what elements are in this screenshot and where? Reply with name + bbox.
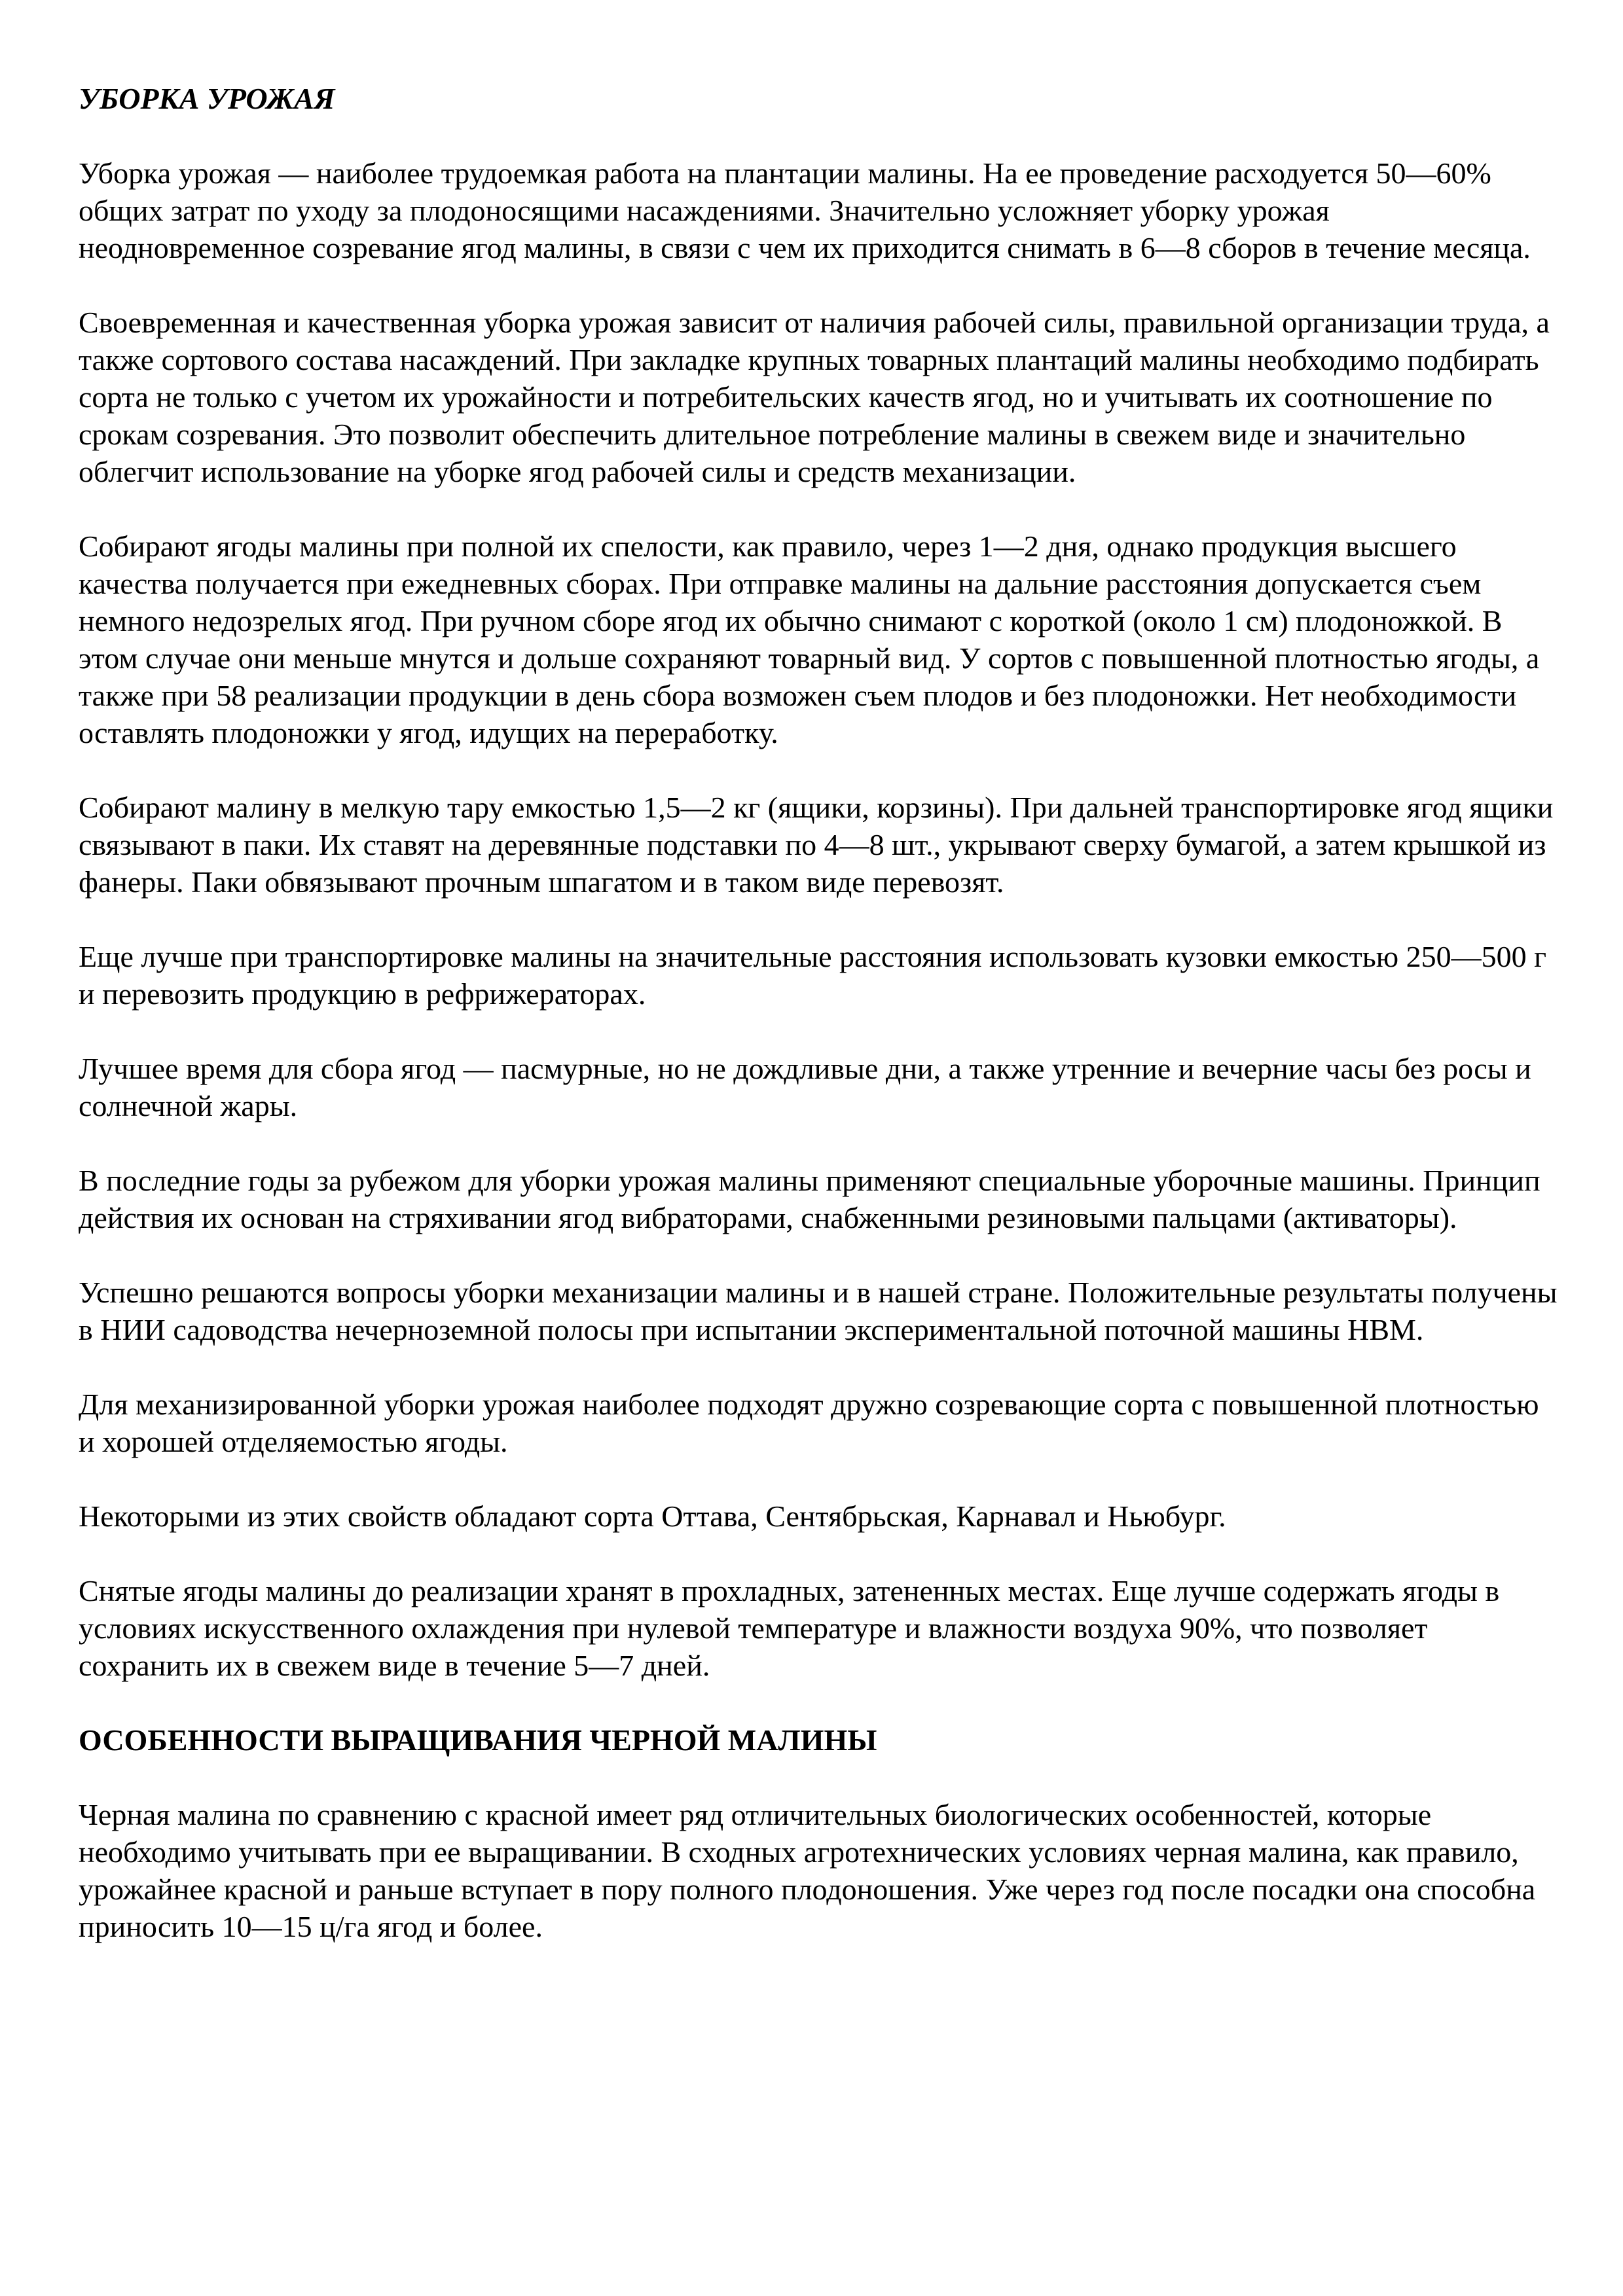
paragraph: Снятые ягоды малины до реализации хранят в прохладных, затененных местах. Еще лучше содержать ягоды в условиях искусственного охлаждения при нулевой температуре и влажности воздуха 90%, что позволяет сохранить их в свежем виде в течение 5—7 дней. bbox=[79, 1574, 1500, 1682]
paragraph: Черная малина по сравнению с красной имеет ряд отличительных биологических особенностей, которые необходимо учитывать при ее выращивании. В сходных агротехнических условиях черная малина, как правило, урожайнее красной и раньше вступает в пору полного плодоношения. Уже через год после посадки она способна приносить 10—15 ц/га ягод и более. bbox=[79, 1798, 1536, 1943]
paragraph: Уборка урожая — наиболее трудоемкая работа на плантации малины. На ее проведение расходуется 50—60% общих затрат по уходу за плодоносящими насаждениями. Значительно усложняет уборку урожая неодновременное созревание ягод малины, в связи с чем их приходится снимать в 6—8 сборов в течение месяца. bbox=[79, 156, 1531, 264]
paragraph: Лучшее время для сбора ягод — пасмурные, но не дождливые дни, а также утренние и вечерние часы без росы и солнечной жары. bbox=[79, 1052, 1531, 1122]
paragraph: Собирают ягоды малины при полной их спелости, как правило, через 1—2 дня, однако продукция высшего качества получается при ежедневных сборах. При отправке малины на дальние расстояния допускается съем немного недозрелых ягод. При ручном сборе ягод их обычно снимают с короткой (около 1 см) плодоножкой. В этом случае они меньше мнутся и дольше сохраняют товарный вид. У сортов с повышенной плотностью ягоды, а также при 58 реализации продукции в день сбора возможен съем плодов и без плодоножки. Нет необходимости оставлять плодоножки у ягод, идущих на переработку. bbox=[79, 529, 1540, 749]
paragraph: Своевременная и качественная уборка урожая зависит от наличия рабочей силы, правильной организации труда, а также сортового состава насаждений. При закладке крупных товарных плантаций малины необходимо подбирать сорта не только с учетом их урожайности и потребительских качеств ягод, но и учитывать их соотношение по срокам созревания. Это позволит обеспечить длительное потребление малины в свежем виде и значительно облегчит использование на уборке ягод рабочей силы и средств механизации. bbox=[79, 306, 1550, 488]
section-title-harvest: УБОРКА УРОЖАЯ bbox=[79, 82, 335, 115]
paragraph: Некоторыми из этих свойств обладают сорта Оттава, Сентябрьская, Карнавал и Ньюбург. bbox=[79, 1499, 1226, 1533]
paragraph: В последние годы за рубежом для уборки урожая малины применяют специальные уборочные машины. Принцип действия их основан на стряхивании ягод вибраторами, снабженными резиновыми пальцами (активаторы). bbox=[79, 1164, 1541, 1234]
paragraph: Еще лучше при транспортировке малины на значительные расстояния использовать кузовки емкостью 250—500 г и перевозить продукцию в рефрижераторах. bbox=[79, 940, 1546, 1011]
section-title-black-raspberry: ОСОБЕННОСТИ ВЫРАЩИВАНИЯ ЧЕРНОЙ МАЛИНЫ bbox=[79, 1723, 877, 1757]
document-page bbox=[79, 80, 1558, 1982]
paragraph: Для механизированной уборки урожая наиболее подходят дружно созревающие сорта с повышенной плотностью и хорошей отделяемостью ягоды. bbox=[79, 1388, 1539, 1458]
paragraph: Успешно решаются вопросы уборки механизации малины и в нашей стране. Положительные результаты получены в НИИ садоводства нечерноземной полосы при испытании экспериментальной поточной машины НВМ. bbox=[79, 1276, 1558, 1346]
paragraph: Собирают малину в мелкую тару емкостью 1,5—2 кг (ящики, корзины). При дальней транспортировке ягод ящики связывают в паки. Их ставят на деревянные подставки по 4—8 шт., укрывают сверху бумагой, а затем крышкой из фанеры. Паки обвязывают прочным шпагатом и в таком виде перевозят. bbox=[79, 791, 1554, 899]
